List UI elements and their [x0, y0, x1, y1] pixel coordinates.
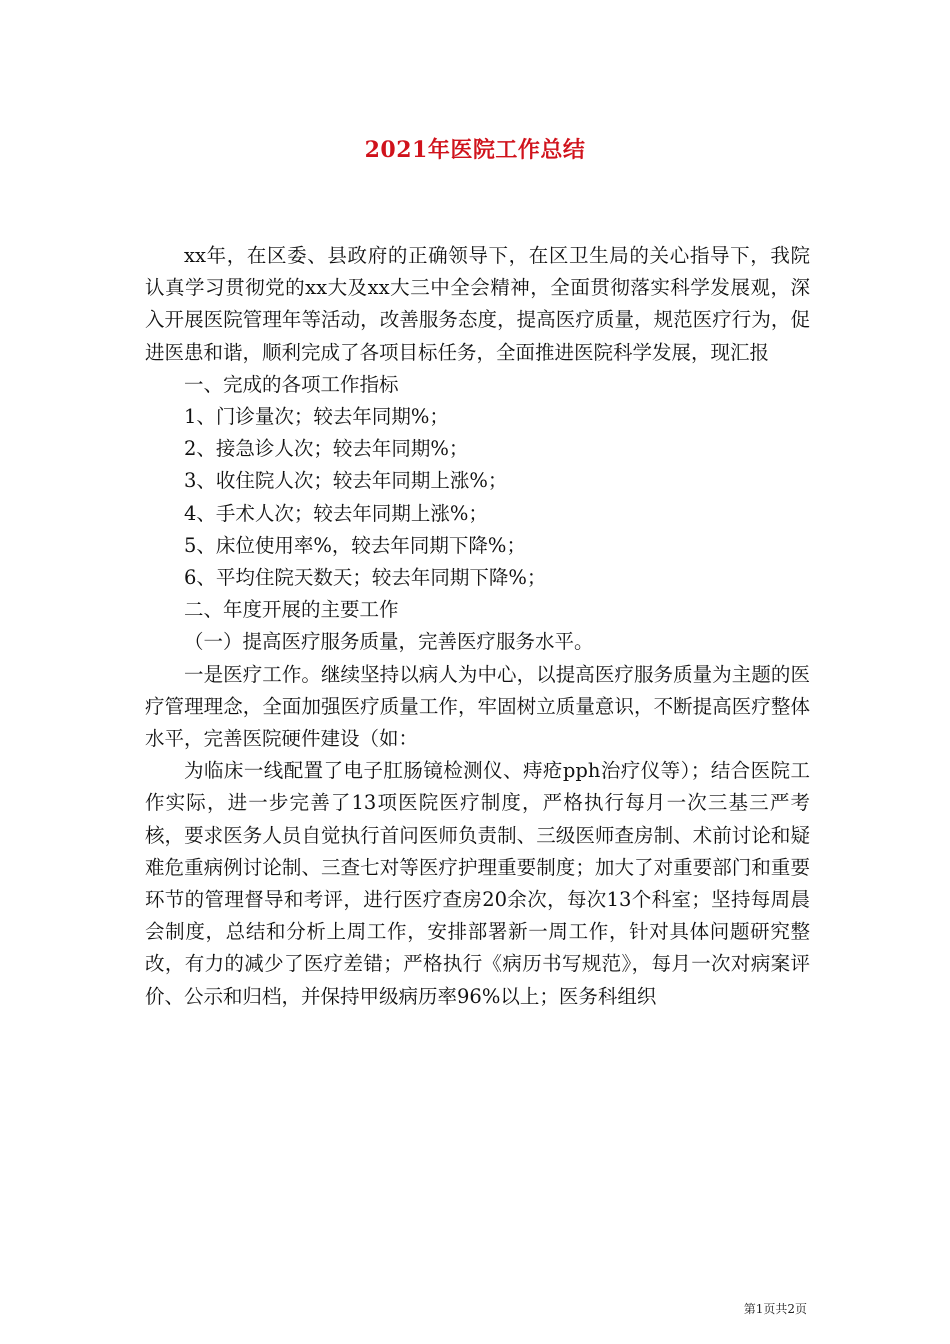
list-item: 1、门诊量次；较去年同期%； [184, 405, 449, 429]
document-body [145, 240, 810, 1013]
list-item: 2、接急诊人次；较去年同期%； [184, 437, 469, 461]
heading-section-2: 二、年度开展的主要工作 [184, 598, 399, 622]
paragraph-medical-work: 一是医疗工作。继续坚持以病人为中心，以提高医疗服务质量为主题的医疗管理理念，全面加强医疗质量工作，牢固树立质量意识，不断提高医疗整体水平，完善医院硬件建设（如： [145, 662, 810, 751]
document-title: 2021年医院工作总结 [364, 137, 586, 163]
subheading-1: （一）提高医疗服务质量，完善医疗服务水平。 [184, 630, 594, 654]
heading-section-1: 一、完成的各项工作指标 [184, 372, 399, 396]
list-item: 5、床位使用率%，较去年同期下降%； [184, 533, 526, 557]
page-number-footer: 第1页共2页 [743, 1302, 807, 1316]
list-item: 4、手术人次；较去年同期上涨%； [184, 501, 488, 525]
paragraph-medical-details: 为临床一线配置了电子肛肠镜检测仪、痔疮pph治疗仪等）；结合医院工作实际，进一步完善了13项医院医疗制度，严格执行每月一次三基三严考核，要求医务人员自觉执行首问医师负责制、三级医师查房制、术前讨论和疑难危重病例讨论制、三查七对等医疗护理重要制度；加大了对重要部门和重要环节的管理督导和考评，进行医疗查房20余次，每次13个科室；坚持每周晨会制度，总结和分析上周工作，安排部署新一周工作，针对具体问题研究整改，有力的减少了医疗差错；严格执行《病历书写规范》，每月一次对病案评价、公示和归档，并保持甲级病历率96%以上；医务科组织 [145, 759, 810, 1008]
list-item: 6、平均住院天数天；较去年同期下降%； [184, 566, 547, 590]
list-item: 3、收住院人次；较去年同期上涨%； [184, 469, 508, 493]
paragraph-intro: xx年，在区委、县政府的正确领导下，在区卫生局的关心指导下，我院认真学习贯彻党的xx大及xx大三中全会精神，全面贯彻落实科学发展观，深入开展医院管理年等活动，改善服务态度，提高医疗质量，规范医疗行为，促进医患和谐，顺利完成了各项目标任务，全面推进医院科学发展，现汇报 [145, 244, 810, 364]
